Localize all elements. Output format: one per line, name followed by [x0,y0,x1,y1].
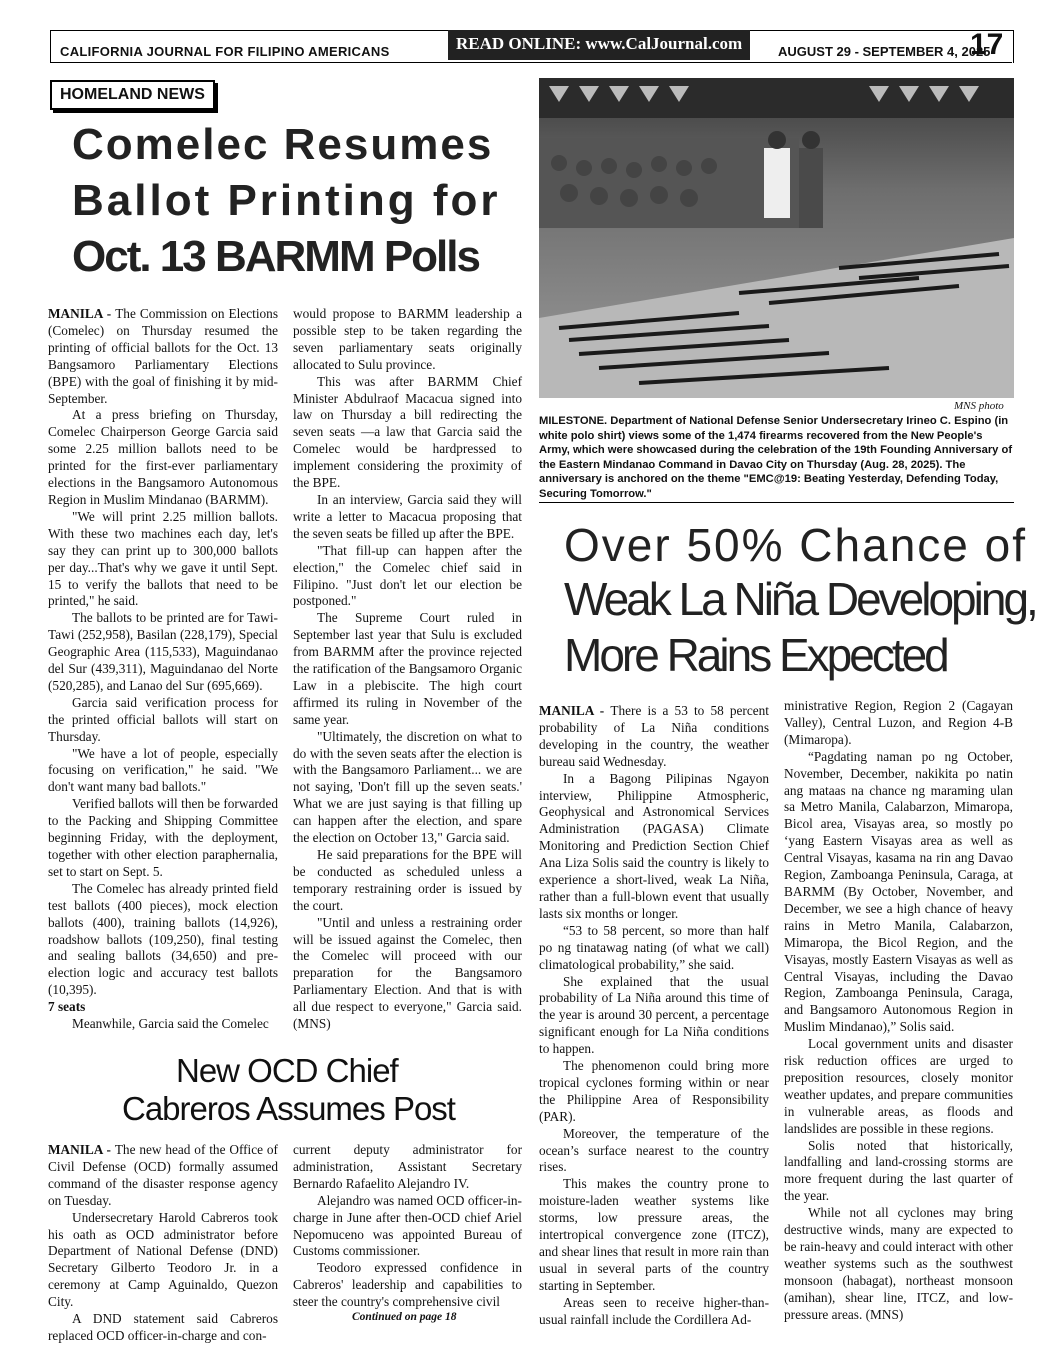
article2-column1 [539,703,769,1329]
paragraph: "We have a lot of people, especially focusing on verification," he said. "We don't want many bad ballots." [48,745,278,795]
caption-rule [539,502,1014,503]
paragraph: Verified ballots will then be forwarded to the Packing and Shipping Committee beginning Friday, with the deployment, together with other election paraphernalia, set to start on Sept. 5. [48,796,278,879]
publication-name: CALIFORNIA JOURNAL FOR FILIPINO AMERICANS [60,44,390,59]
paragraph: Alejandro was named OCD officer-in-charge in June after then-OCD chief Ariel Nepomuceno was appointed Bureau of Customs commissioner. [293,1192,522,1259]
photo-credit: MNS photo [954,400,1004,412]
paragraph: Areas seen to receive higher-than-usual rainfall include the Cordillera Ad- [539,1294,769,1327]
dateline: MANILA - [48,1142,115,1157]
paragraph: MANILA - There is a 53 to 58 percent probability of La Niña conditions developing in the country, the weather bureau said Wednesday. [539,703,770,769]
paragraph: "Until and unless a restraining order will be issued against the Comelec, then the Comelec will proceed with our preparation for the Bangsamoro Parliamentary Election. And that is with all due respect to everyone," Garcia said. (MNS) [293,914,522,1032]
paragraph: The phenomenon could bring more tropical cyclones forming within or near the Philippine Area of Responsibility (PAR). [539,1058,769,1124]
article2-column2 [784,698,1013,1324]
dateline: MANILA - [539,703,611,718]
masthead-rule [50,62,1012,63]
paragraph: "We will print 2.25 million ballots. With these two machines each day, let's say they can print up to 300,000 ballots per day...That's why we gave it until Sept. 15 to verify the ballots that need to be printed," he said. [48,508,278,609]
subhead: 7 seats [48,999,86,1015]
article1-column1 [48,306,278,1033]
paragraph: In an interview, Garcia said they will write a letter to Macacua proposing that the seven seats be filled up after the BPE. [293,491,522,541]
paragraph: ministrative Region, Region 2 (Cagayan Valley), Central Luzon, and Region 4-B (Mimaropa). [784,698,1013,747]
article2-headline-line1: Over 50% Chance of [564,519,1028,571]
paragraph: would propose to BARMM leadership a possible step to be taken regarding the seven parliamentary seats originally allocated to Sulu province. [293,306,522,372]
paragraph: The ballots to be printed are for Tawi-Tawi (252,958), Basilan (228,179), Special Geographic Area (115,533), Maguindanao del Sur (439,311), Maguindanao del Norte (520,285), and Lanao del Sur (695,669). [48,610,278,693]
paragraph: While not all cyclones may bring destructive winds, many are expected to be rain-heavy and could interact with other weather systems such as the southwest monsoon (habagat), northeast monsoon (amihan), shear line, ITCZ, and low-pressure areas. (MNS) [784,1205,1013,1322]
paragraph: This makes the country prone to moisture-laden weather systems like storms, low pressure areas, the intertropical convergence zone (ITCZ), and shear lines that result in more rain than usual in several parts of the country starting in September. [539,1176,769,1293]
paragraph: She explained that the usual probability of La Niña around this time of the year is around 30 percent, a percentage significant enough for La Niña conditions to happen. [539,973,769,1057]
paragraph: Local government units and disaster risk reduction offices are urged to preposition resources, closely monitor weather updates, and prepare communities in vulnerable areas, as floods and landslides are possible in these regions. [784,1036,1013,1136]
paragraph: “Pagdating naman po ng October, November, December, nakikita po natin ang mataas na chance ng maraming ulan sa Metro Manila, Calabarzon, Mimaropa, Bicol area, Visayas area, so mostly po ‘yang Eastern Visayas area as well as Central Visayas, kasama na rin ang Davao Region, Zamboanga Peninsula, Caraga, at BARMM (By October, November, and December, we see a high chance of heavy rains in Metro Manila, Calabarzon, Mimaropa, the Bicol Region, and the Visayas, mostly Eastern Visayas as well as Central Visayas, including the Davao Region, Zamboanga Peninsula, Caraga, and Bangsamoro Autonomous Region in Muslim Mindanao),” Solis said. [784,748,1013,1035]
paragraph: "Ultimately, the discretion on what to do with the seven seats after the election is with the Bangsamoro Parliament... we are not saying, 'Don't fill up the seven seats.' What we are just saying is that filling up can happen after the election, and spare the election on October 13," Garcia said. [293,728,522,846]
article2-headline-line3: More Rains Expected [564,629,947,681]
article1-headline-line1: Comelec Resumes [72,120,494,169]
dateline: MANILA - [48,306,116,321]
page-number: 17 [970,28,1004,61]
paragraph: MANILA - The new head of the Office of Civil Defense (OCD) formally assumed command of the disaster response agency on Tuesday. [48,1142,278,1208]
continued-note: Continued on page 18 [352,1311,457,1323]
paragraph: At a press briefing on Thursday, Comelec Chairperson George Garcia said some 2.25 million ballots need to be printed for the first-ever parliamentary elections in the Bangsamoro Autonomous Region in Muslim Mindanao (BARMM). [48,407,278,507]
paragraph: current deputy administrator for administration, Assistant Secretary Bernardo Rafaelito Alejandro IV. [293,1142,522,1191]
article1-headline-line3: Oct. 13 BARMM Polls [72,232,479,281]
news-photo [539,78,1014,398]
read-online-link[interactable]: READ ONLINE: www.CalJournal.com [448,30,750,60]
paragraph: “53 to 58 percent, so more than half po ng tinatawag nating (of what we call) climatological probability,” she said. [539,922,769,972]
section-tag: HOMELAND NEWS [50,80,215,110]
paragraph: "That fill-up can happen after the election," the Comelec chief said in Filipino. "Just don't let our election be postponed." [293,542,522,609]
article1-column2 [293,306,522,1033]
article3-column2 [293,1142,522,1311]
photo-caption: MILESTONE. Department of National Defense Senior Undersecretary Irineo C. Espino (in white polo shirt) views some of the 1,474 firearms recovered from the New People's Army, which were showcased during the celebration of the 19th Founding Anniversary of the Eastern Mindanao Command in Davao City on Thursday (Aug. 28, 2025). The anniversary is anchored on the theme "EMC@19: Beating Yesterday, Defending Today, Securing Tomorrow." [539,415,1013,500]
article3-headline-line2: Cabreros Assumes Post [122,1090,455,1127]
paragraph: He said preparations for the BPE will be conducted as scheduled unless a temporary restraining order is issued by the court. [293,847,522,913]
issue-date: AUGUST 29 - SEPTEMBER 4, 2025 [778,44,991,59]
photo-illustration [539,78,1014,398]
masthead [50,28,1012,62]
paragraph: Teodoro expressed confidence in Cabreros' leadership and capabilities to steer the country's comprehensive civil [293,1260,522,1310]
paragraph: This was after BARMM Chief Minister Abdulraof Macacua signed into law on Thursday a bill redirecting the seven seats —a law that Garcia said the Comelec would be hardpressed to implement considering the proximity of the BPE. [293,373,522,491]
paragraph: Solis noted that historically, landfalling and land-crossing storms are more frequent during the last quarter of the year. [784,1137,1013,1204]
paragraph: MANILA - The Commission on Elections (Comelec) on Thursday resumed the printing of official ballots for the Oct. 13 Bangsamoro Parliamentary Elections (BPE) with the goal of finishing it by mid-September. [48,306,278,406]
article3-headline-line1: New OCD Chief [176,1052,398,1089]
paragraph: A DND statement said Cabreros replaced OCD officer-in-charge and con- [48,1311,278,1343]
paragraph: In a Bagong Pilipinas Ngayon interview, Philippine Atmospheric, Geophysical and Astronomical Services Administration (PAGASA) Climate Monitoring and Prediction Section Chief Ana Liza Solis said the country is likely to experience a short-lived, weak La Niña, rather than a full-blown event that usually lasts six months or longer. [539,770,769,921]
article3-column1 [48,1142,278,1345]
paragraph: Undersecretary Harold Cabreros took his oath as OCD administrator before Department of National Defense (DND) Secretary Gilberto Teodoro Jr. in a ceremony at Camp Aguinaldo, Quezon City. [48,1209,278,1310]
paragraph: Garcia said verification process for the printed official ballots will start on Thursday. [48,694,278,744]
paragraph: The Comelec has already printed field test ballots (400 pieces), mock election ballots (400), training ballots (14,926), roadshow ballots (109,250), final testing and sealing ballots (34,650) and pre-election logic and accuracy test ballots (10,395). [48,880,278,998]
paragraph: Moreover, the temperature of the ocean’s surface nearest to the country rises. [539,1125,769,1175]
paragraph: Meanwhile, Garcia said the Comelec [72,1016,269,1032]
article1-headline-line2: Ballot Printing for [72,176,501,225]
article2-headline-line2: Weak La Niña Developing, [564,573,1036,625]
paragraph: The Supreme Court ruled in September last year that Sulu is excluded from BARMM after the province rejected the ratification of the Bangsamoro Organic Law in a plebiscite. The high court affirmed its ruling in November of the same year. [293,610,522,727]
